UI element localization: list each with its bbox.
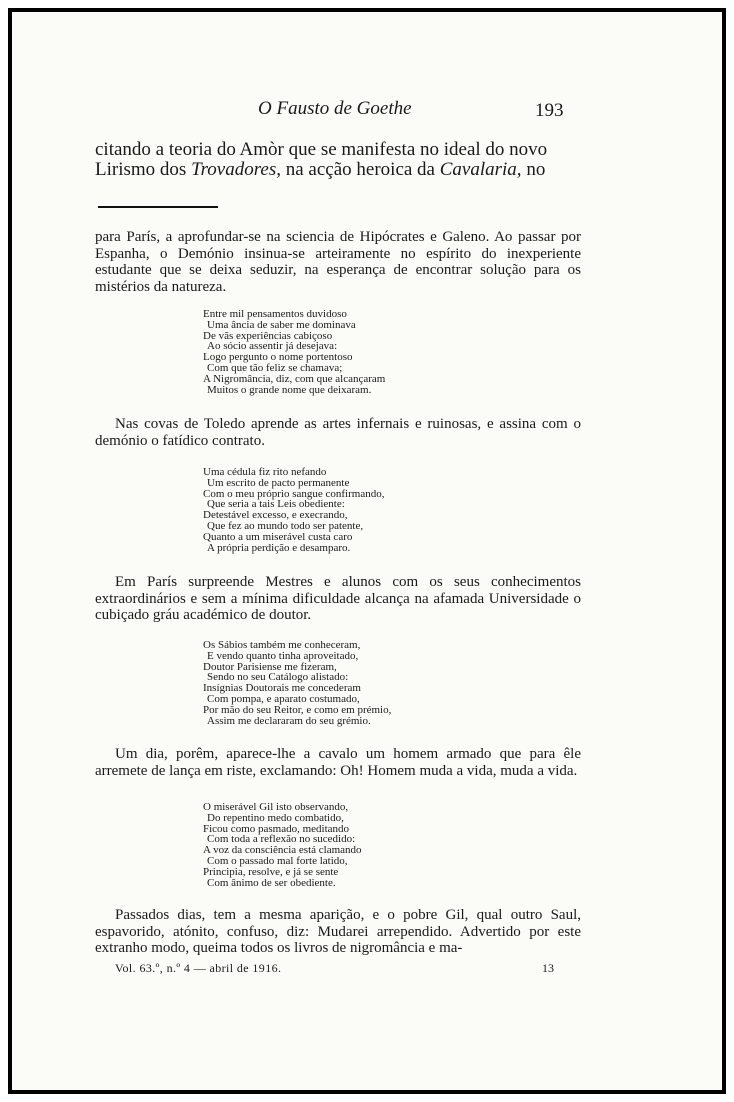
verse-line: Com ânimo de ser obediente. xyxy=(207,876,336,889)
verse-line: O miserável Gil isto observando, xyxy=(203,801,349,813)
verse-line: Uma ância de saber me dominava xyxy=(207,318,356,331)
verse-line: Um escrito de pacto permanente xyxy=(207,476,350,489)
verse-line: Com toda a reflexão no sucedido: xyxy=(207,833,356,846)
verse-line: Que fez ao mundo todo ser patente, xyxy=(207,519,364,532)
footnote-paragraph-5: Passados dias, tem a mesma aparição, e o pobre Gil, qual outro Saul, espavorido, atónito, confuso, diz: Mudarei arrependido. Advertido por este extranho modo, queima todos os livros de nigromância e ma- xyxy=(95,907,581,956)
signature-mark: 13 xyxy=(542,961,554,975)
verse-line: Com o passado mal forte latido, xyxy=(207,854,348,867)
body-line-2: Lirismo dos Trovadores, na acção heroica da Cavalaria, no xyxy=(95,159,546,180)
verse-line: Que seria a tais Leis obediente: xyxy=(207,498,345,511)
verse-line: Muitos o grande nome que deixaram. xyxy=(207,383,372,396)
verse-line: Uma cédula fiz rito nefando xyxy=(203,466,327,478)
page-number: 193 xyxy=(535,100,564,121)
verse-line: Entre mil pensamentos duvidoso xyxy=(203,308,347,320)
verse-line: Ficou como pasmado, meditando xyxy=(203,822,350,835)
verse-line: Por mão do seu Reitor, e como em prémio, xyxy=(203,703,392,716)
verse-line: Do repentino medo combatido, xyxy=(207,811,344,824)
verse-stanza-4 xyxy=(203,802,362,888)
verse-line: Detestável excesso, e execrando, xyxy=(203,509,348,522)
verse-line: Insígnias Doutorais me concederam xyxy=(203,682,361,695)
verse-line: A própria perdição e desamparo. xyxy=(207,541,351,554)
verse-line: Principia, resolve, e já se sente xyxy=(203,865,339,878)
verse-line: A Nigromância, diz, com que alcançaram xyxy=(203,372,386,385)
footnote-paragraph-4: Um dia, porêm, aparece-lhe a cavalo um homem armado que para êle arremete de lança em riste, exclamando: Oh! Homem muda a vida, muda a vida. xyxy=(95,746,581,779)
verse-line: Ao sócio assentir já desejava: xyxy=(207,340,338,353)
verse-line: Quanto a um miserável custa caro xyxy=(203,530,353,543)
verse-stanza-3 xyxy=(203,640,391,726)
verse-line: De vãs experiências cabiçoso xyxy=(203,329,333,342)
footnote-paragraph-1: para París, a aprofundar-se na sciencia de Hipócrates e Galeno. Ao passar por Espanha, o Demónio insinua-se arteiramente no espírito do inexperiente estudante que se deixa seduzir, na esperança de encontrar solução para os mistérios da natureza. xyxy=(95,229,581,295)
verse-line: Logo pergunto o nome portentoso xyxy=(203,351,353,364)
verse-line: Sendo no seu Catálogo alistado: xyxy=(207,671,349,684)
volume-info: Vol. 63.º, n.º 4 — abril de 1916. xyxy=(115,961,282,975)
verse-line: Com o meu próprio sangue confirmando, xyxy=(203,487,385,500)
body-line-1: citando a teoria do Amòr que se manifesta no ideal do novo xyxy=(95,139,548,160)
verse-line: Assim me declararam do seu grémio. xyxy=(207,714,371,727)
verse-stanza-2 xyxy=(203,467,384,553)
footnote-paragraph-2: Nas covas de Toledo aprende as artes infernais e ruinosas, e assina com o demónio o fatídico contrato. xyxy=(95,416,581,449)
continued-paragraph xyxy=(95,140,585,180)
verse-stanza-1 xyxy=(203,309,385,395)
footnote-separator xyxy=(98,206,218,208)
verse-line: Com pompa, e aparato costumado, xyxy=(207,692,360,705)
footnote-paragraph-3: Em París surpreende Mestres e alunos com os seus conhecimentos extraordinários e sem a mínima dificuldade alcança na afamada Universidade o cubiçado gráu académico de doutor. xyxy=(95,574,581,623)
verse-line: A voz da consciência está clamando xyxy=(203,844,362,857)
verse-line: Os Sábios também me conheceram, xyxy=(203,639,361,651)
running-title: O Fausto de Goethe xyxy=(258,98,412,119)
verse-line: Doutor Parisiense me fizeram, xyxy=(203,660,337,673)
verse-line: E vendo quanto tinha aproveitado, xyxy=(207,649,359,662)
verse-line: Com que tão feliz se chamava; xyxy=(207,361,343,374)
